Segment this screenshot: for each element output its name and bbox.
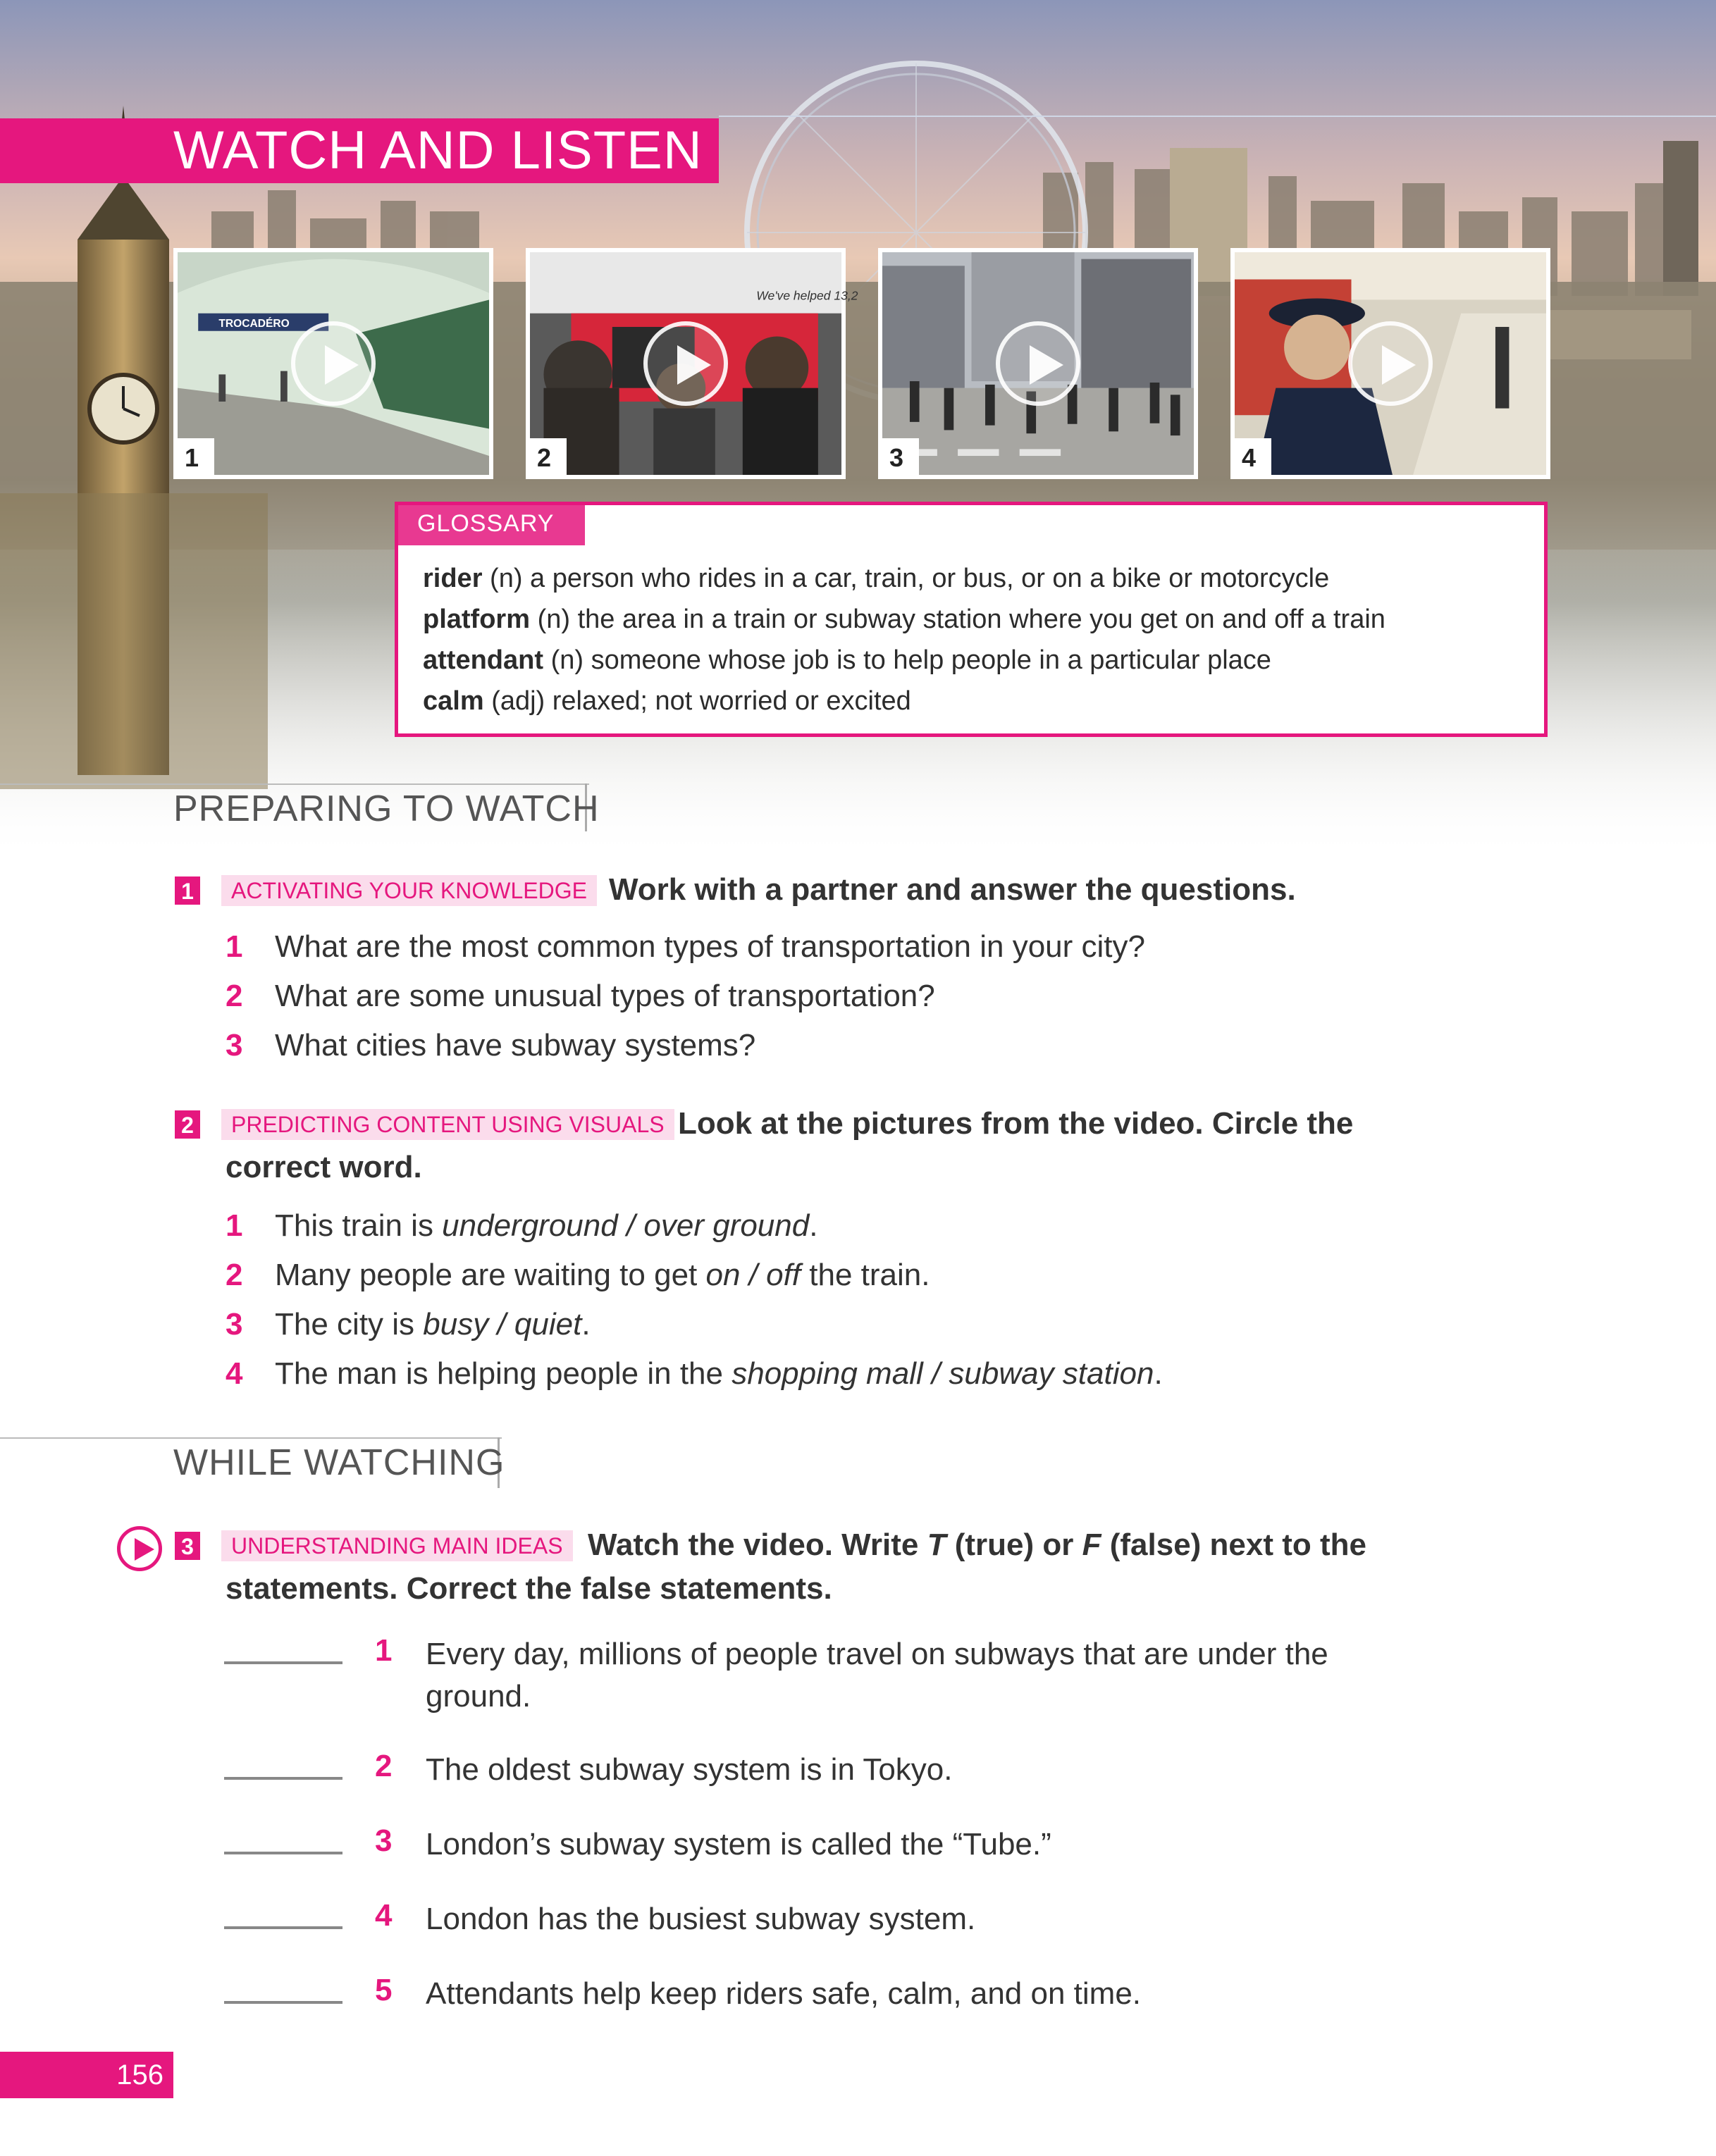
play-icon[interactable] [291,321,376,406]
train-ad-text: We've helped 13,2 [756,288,858,303]
play-icon[interactable] [643,321,728,406]
glossary-entry [423,558,1385,599]
instruction-q3-line2: statements. Correct the false statements. [226,1571,832,1606]
question-number-2: 2 [175,1110,200,1139]
glossary-word: attendant [423,645,543,675]
glossary-entry [423,599,1385,640]
thumbnail-number: 3 [882,438,919,475]
section-heading-while: WHILE WATCHING [173,1442,505,1483]
word-choice[interactable]: underground / over ground [442,1208,810,1243]
answer-blank[interactable] [224,1852,342,1854]
word-choice[interactable]: busy / quiet [423,1307,582,1342]
thumbnail-number: 1 [178,438,214,475]
instruction-q3-line1: Watch the video. Write T (true) or F (false) next to the [588,1528,1367,1562]
instruction-q2-line1: Look at the pictures from the video. Circle the [678,1106,1354,1141]
section-rule [0,783,589,785]
word-choice[interactable]: on / off [705,1258,801,1292]
question-number-1: 1 [175,876,200,905]
thumbnail-number: 2 [530,438,567,475]
section-heading-preparing: PREPARING TO WATCH [173,788,600,829]
answer-blank[interactable] [224,1661,342,1664]
skill-label-predicting: PREDICTING CONTENT USING VISUALS [221,1109,674,1140]
station-sign-text: TROCADÉRO [218,318,290,330]
answer-blank[interactable] [224,1926,342,1929]
instruction-q2-line2: correct word. [226,1150,422,1184]
banner-rule [719,116,1716,117]
answer-blank[interactable] [224,1777,342,1780]
glossary-entry [423,640,1385,681]
glossary-list [423,558,1385,721]
glossary-definition: (adj) relaxed; not worried or excited [491,686,911,716]
video-thumbnail-4[interactable] [1230,248,1550,479]
glossary-definition: (n) a person who rides in a car, train, or bus, or on a bike or motorcycle [490,564,1330,593]
glossary-title: GLOSSARY [395,502,585,545]
section-rule [0,1437,502,1439]
word-choice[interactable]: shopping mall / subway station [732,1356,1154,1391]
video-thumbnail-3[interactable] [878,248,1198,479]
instruction-q1: Work with a partner and answer the questions. [609,872,1296,907]
video-thumbnail-1[interactable] [173,248,493,479]
glossary-definition: (n) the area in a train or subway station where you get on and off a train [537,605,1385,634]
video-thumbnail-2[interactable] [526,248,858,479]
glossary-word: rider [423,564,483,593]
skill-label-understanding: UNDERSTANDING MAIN IDEAS [221,1530,573,1561]
section-banner-title: WATCH AND LISTEN [0,118,719,183]
play-icon[interactable] [996,321,1080,406]
play-icon[interactable] [1348,321,1433,406]
glossary-word: calm [423,686,484,716]
question-number-3: 3 [175,1532,200,1560]
thumbnail-number: 4 [1235,438,1271,475]
video-play-icon[interactable] [117,1526,162,1571]
page-number: 156 [0,2052,173,2098]
glossary-definition: (n) someone whose job is to help people in a particular place [550,645,1271,675]
skill-label-activating: ACTIVATING YOUR KNOWLEDGE [221,875,597,906]
glossary-word: platform [423,605,530,634]
glossary-entry [423,681,1385,721]
answer-blank[interactable] [224,2001,342,2004]
